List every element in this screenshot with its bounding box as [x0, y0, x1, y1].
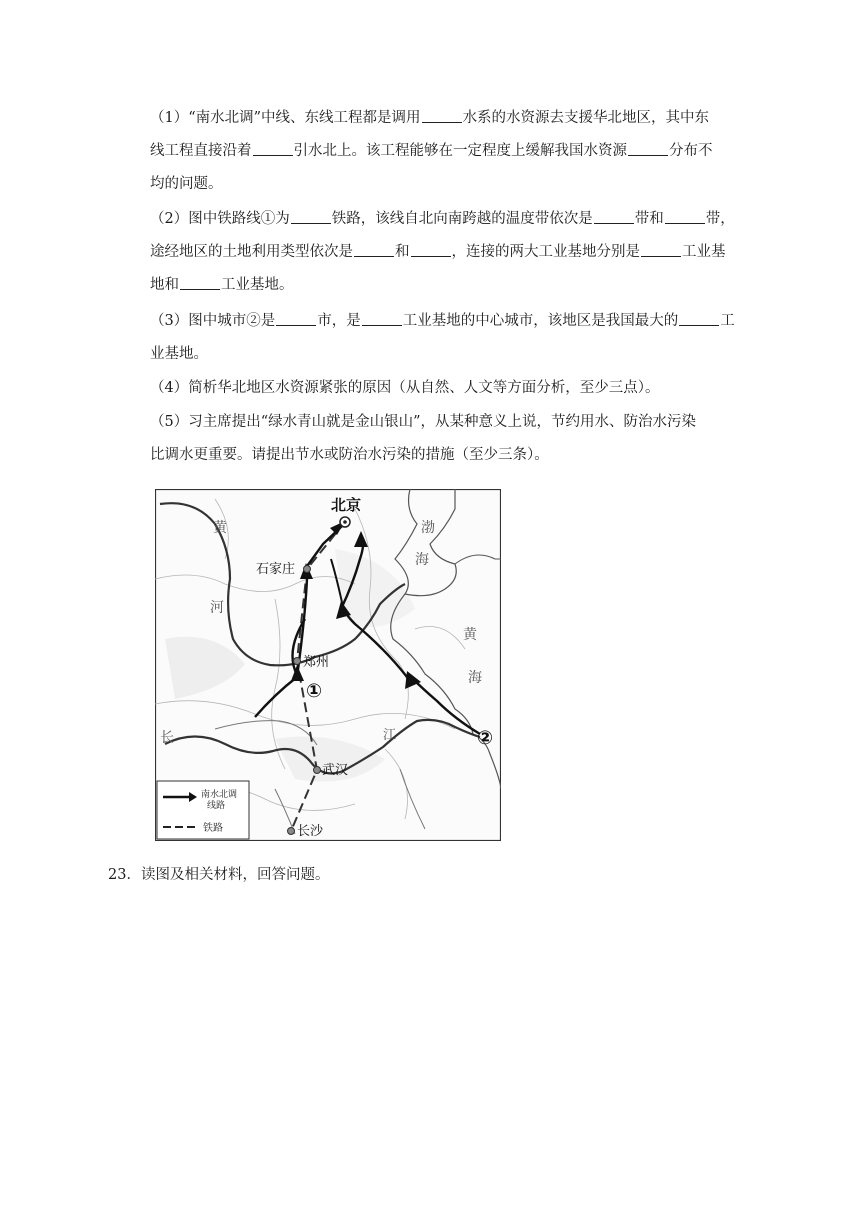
- q2-text-h: 工业基: [682, 244, 726, 260]
- q5-text-a: （5）习主席提出“绿水青山就是金山银山”，从某种意义上说，节约用水、防治水污染: [150, 414, 697, 430]
- q1-text-f: 均的问题。: [150, 176, 223, 192]
- blank[interactable]: [291, 209, 331, 224]
- q1-text-a: （1）“南水北调”中线、东线工程都是调用: [150, 110, 421, 126]
- q3-text-a: （3）图中城市②是: [150, 313, 276, 329]
- railway-marker-1: ①: [306, 680, 323, 702]
- q2-text-j: 工业基地。: [221, 277, 294, 293]
- blank[interactable]: [276, 311, 316, 326]
- blank[interactable]: [180, 275, 220, 290]
- question-5: [150, 406, 730, 472]
- beijing-dot-center: [343, 520, 347, 524]
- q3-text-d: 工: [720, 313, 735, 329]
- q2-text-a: （2）图中铁路线①为: [150, 211, 290, 227]
- q2-text-e: 途经地区的土地利用类型依次是: [150, 244, 353, 260]
- q4-text: （4）简析华北地区水资源紧张的原因（从自然、人文等方面分析，至少三点）。: [150, 380, 660, 396]
- changsha-label: 长沙: [297, 824, 324, 839]
- q2-text-b: 铁路，该线自北向南跨越的温度带依次是: [331, 211, 593, 227]
- wuhan-label: 武汉: [322, 763, 349, 778]
- question-3: [150, 305, 735, 371]
- question-4: [150, 372, 730, 405]
- yellow-sea-label-1: 黄: [463, 627, 477, 643]
- shijiazhuang-dot: [304, 566, 311, 573]
- q2-text-d: 带，: [705, 211, 735, 227]
- yangtze-label-1: 长: [160, 730, 174, 746]
- q3-text-b: 市，是: [317, 313, 361, 329]
- blank[interactable]: [411, 242, 451, 257]
- q1-text-d: 引水北上。该工程能够在一定程度上缓解我国水资源: [293, 143, 627, 159]
- yellow-river-label-1: 黄: [213, 520, 227, 536]
- bohai-label-1: 渤: [421, 520, 435, 536]
- q3-text-e: 业基地。: [150, 346, 208, 362]
- q3-text-c: 工业基地的中心城市，该地区是我国最大的: [402, 313, 679, 329]
- question-1: [150, 102, 730, 201]
- beijing-label: 北京: [331, 496, 362, 514]
- map-svg: [155, 489, 501, 841]
- blank[interactable]: [253, 141, 293, 156]
- blank[interactable]: [594, 209, 634, 224]
- q2-text-f: 和: [395, 244, 410, 260]
- blank[interactable]: [362, 311, 402, 326]
- legend-route-label-2: 线路: [207, 801, 226, 811]
- blank[interactable]: [679, 311, 719, 326]
- legend-rail-label: 铁路: [203, 823, 223, 834]
- yellow-sea-label-2: 海: [468, 670, 482, 686]
- changsha-dot: [288, 828, 295, 835]
- shijiazhuang-label: 石家庄: [256, 562, 296, 577]
- blank[interactable]: [665, 209, 705, 224]
- south-north-water-diversion-map: [155, 489, 501, 841]
- question-23-prompt: 23．读图及相关材料，回答问题。: [108, 867, 330, 883]
- blank[interactable]: [628, 141, 668, 156]
- city-marker-2: ②: [477, 727, 494, 749]
- q1-text-b: 水系的水资源去支援华北地区，其中东: [462, 110, 710, 126]
- q2-text-c: 带和: [634, 211, 664, 227]
- q5-text-b: 比调水更重要。请提出节水或防治水污染的措施（至少三条）。: [150, 447, 549, 463]
- yellow-river-label-2: 河: [210, 600, 224, 616]
- q1-text-e: 分布不: [669, 143, 713, 159]
- wuhan-dot: [314, 767, 321, 774]
- blank[interactable]: [641, 242, 681, 257]
- q2-text-g: ，连接的两大工业基地分别是: [451, 244, 640, 260]
- legend-route-label-1: 南水北调: [201, 790, 238, 800]
- bohai-label-2: 海: [415, 552, 429, 568]
- zhengzhou-label: 郑州: [303, 655, 330, 670]
- q2-text-i: 地和: [150, 277, 179, 293]
- q1-text-c: 线工程直接沿着: [150, 143, 252, 159]
- question-2: [150, 203, 735, 302]
- yangtze-label-2: 江: [383, 728, 397, 743]
- blank[interactable]: [422, 108, 462, 123]
- blank[interactable]: [354, 242, 394, 257]
- zhengzhou-dot: [294, 658, 301, 665]
